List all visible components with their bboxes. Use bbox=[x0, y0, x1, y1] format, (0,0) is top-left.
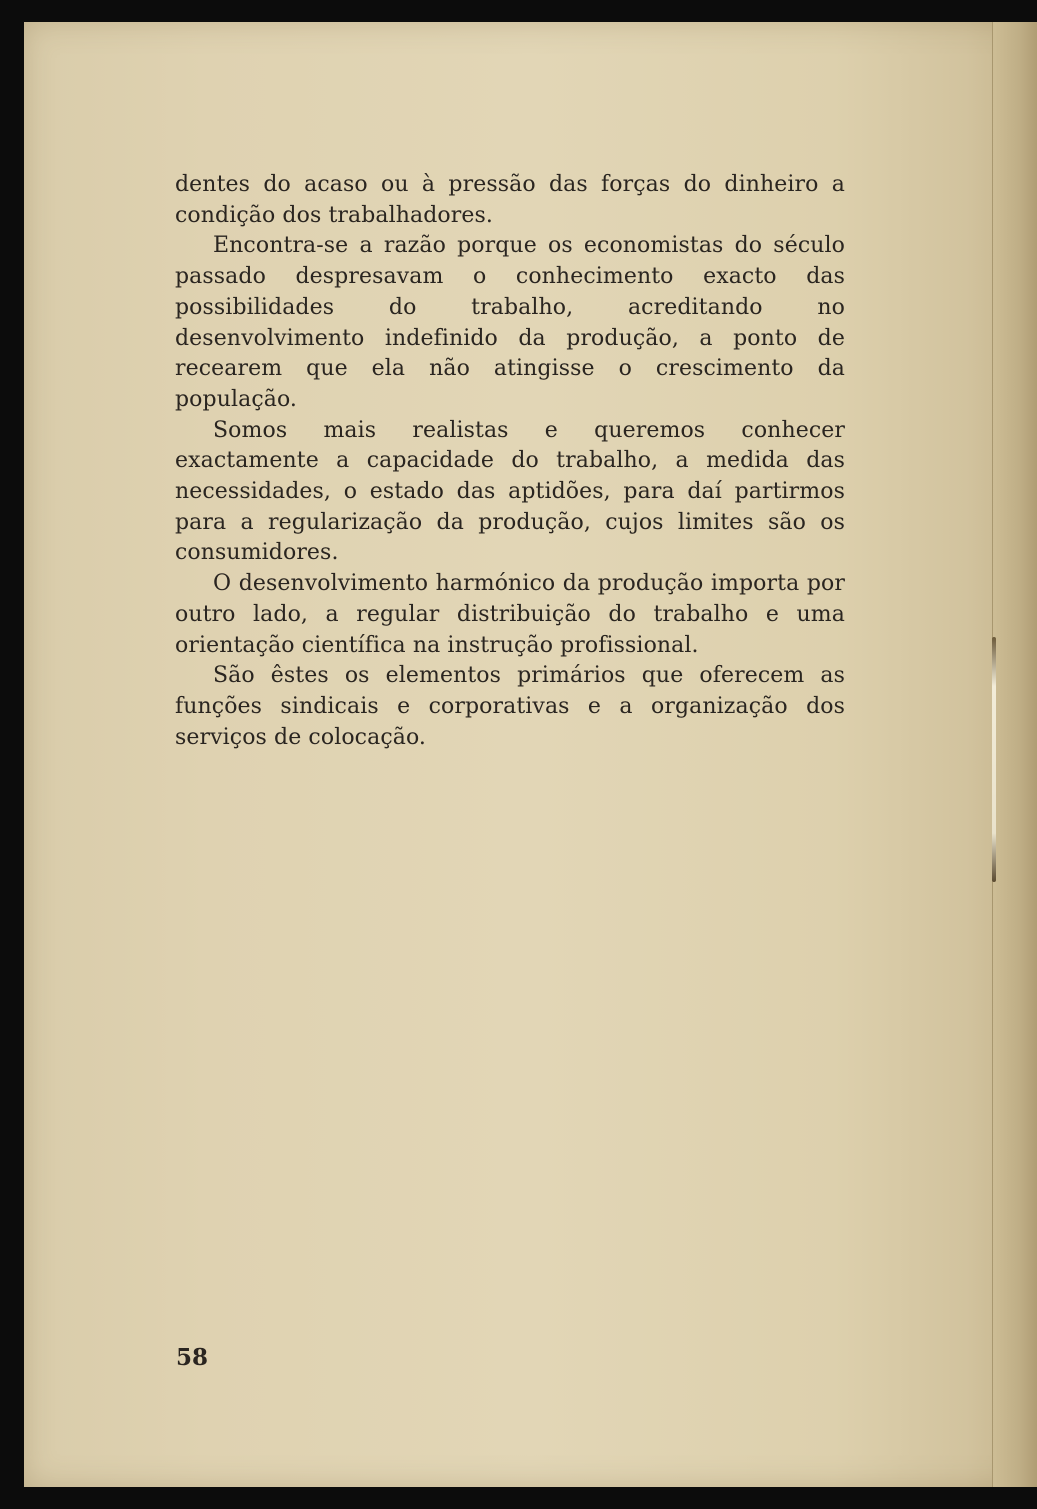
paragraph-continuation: dentes do acaso ou à pressão das forças do dinheiro a condição dos trabalhadores. bbox=[175, 172, 845, 228]
paragraph-primary-elements: São êstes os elementos primários que oferecem as funções sindicais e corporativas e a organização dos serviços de colocação. bbox=[175, 663, 845, 750]
paragraph-harmonic-development: O desenvolvimento harmónico da produção importa por outro lado, a regular distribuição do trabalho e uma orientação científica na instrução profissional. bbox=[175, 571, 845, 658]
page-number: 58 bbox=[176, 1344, 209, 1371]
adjacent-page-edge bbox=[992, 22, 1037, 1487]
paragraph-economists: Encontra-se a razão porque os economistas do século passado despresavam o conhecimento exacto das possibilidades do trabalho, acreditando no desenvolvimento indefinido da produção, a ponto de recearem que ela não atingisse o crescimento da população. bbox=[175, 233, 845, 412]
paragraph-realists: Somos mais realistas e queremos conhecer exactamente a capacidade do trabalho, a medida das necessidades, o estado das aptidões, para daí partirmos para a regularização da produção, cujos limites são os consumidores. bbox=[175, 417, 845, 566]
body-text bbox=[175, 170, 845, 753]
binding-thread bbox=[992, 637, 996, 882]
